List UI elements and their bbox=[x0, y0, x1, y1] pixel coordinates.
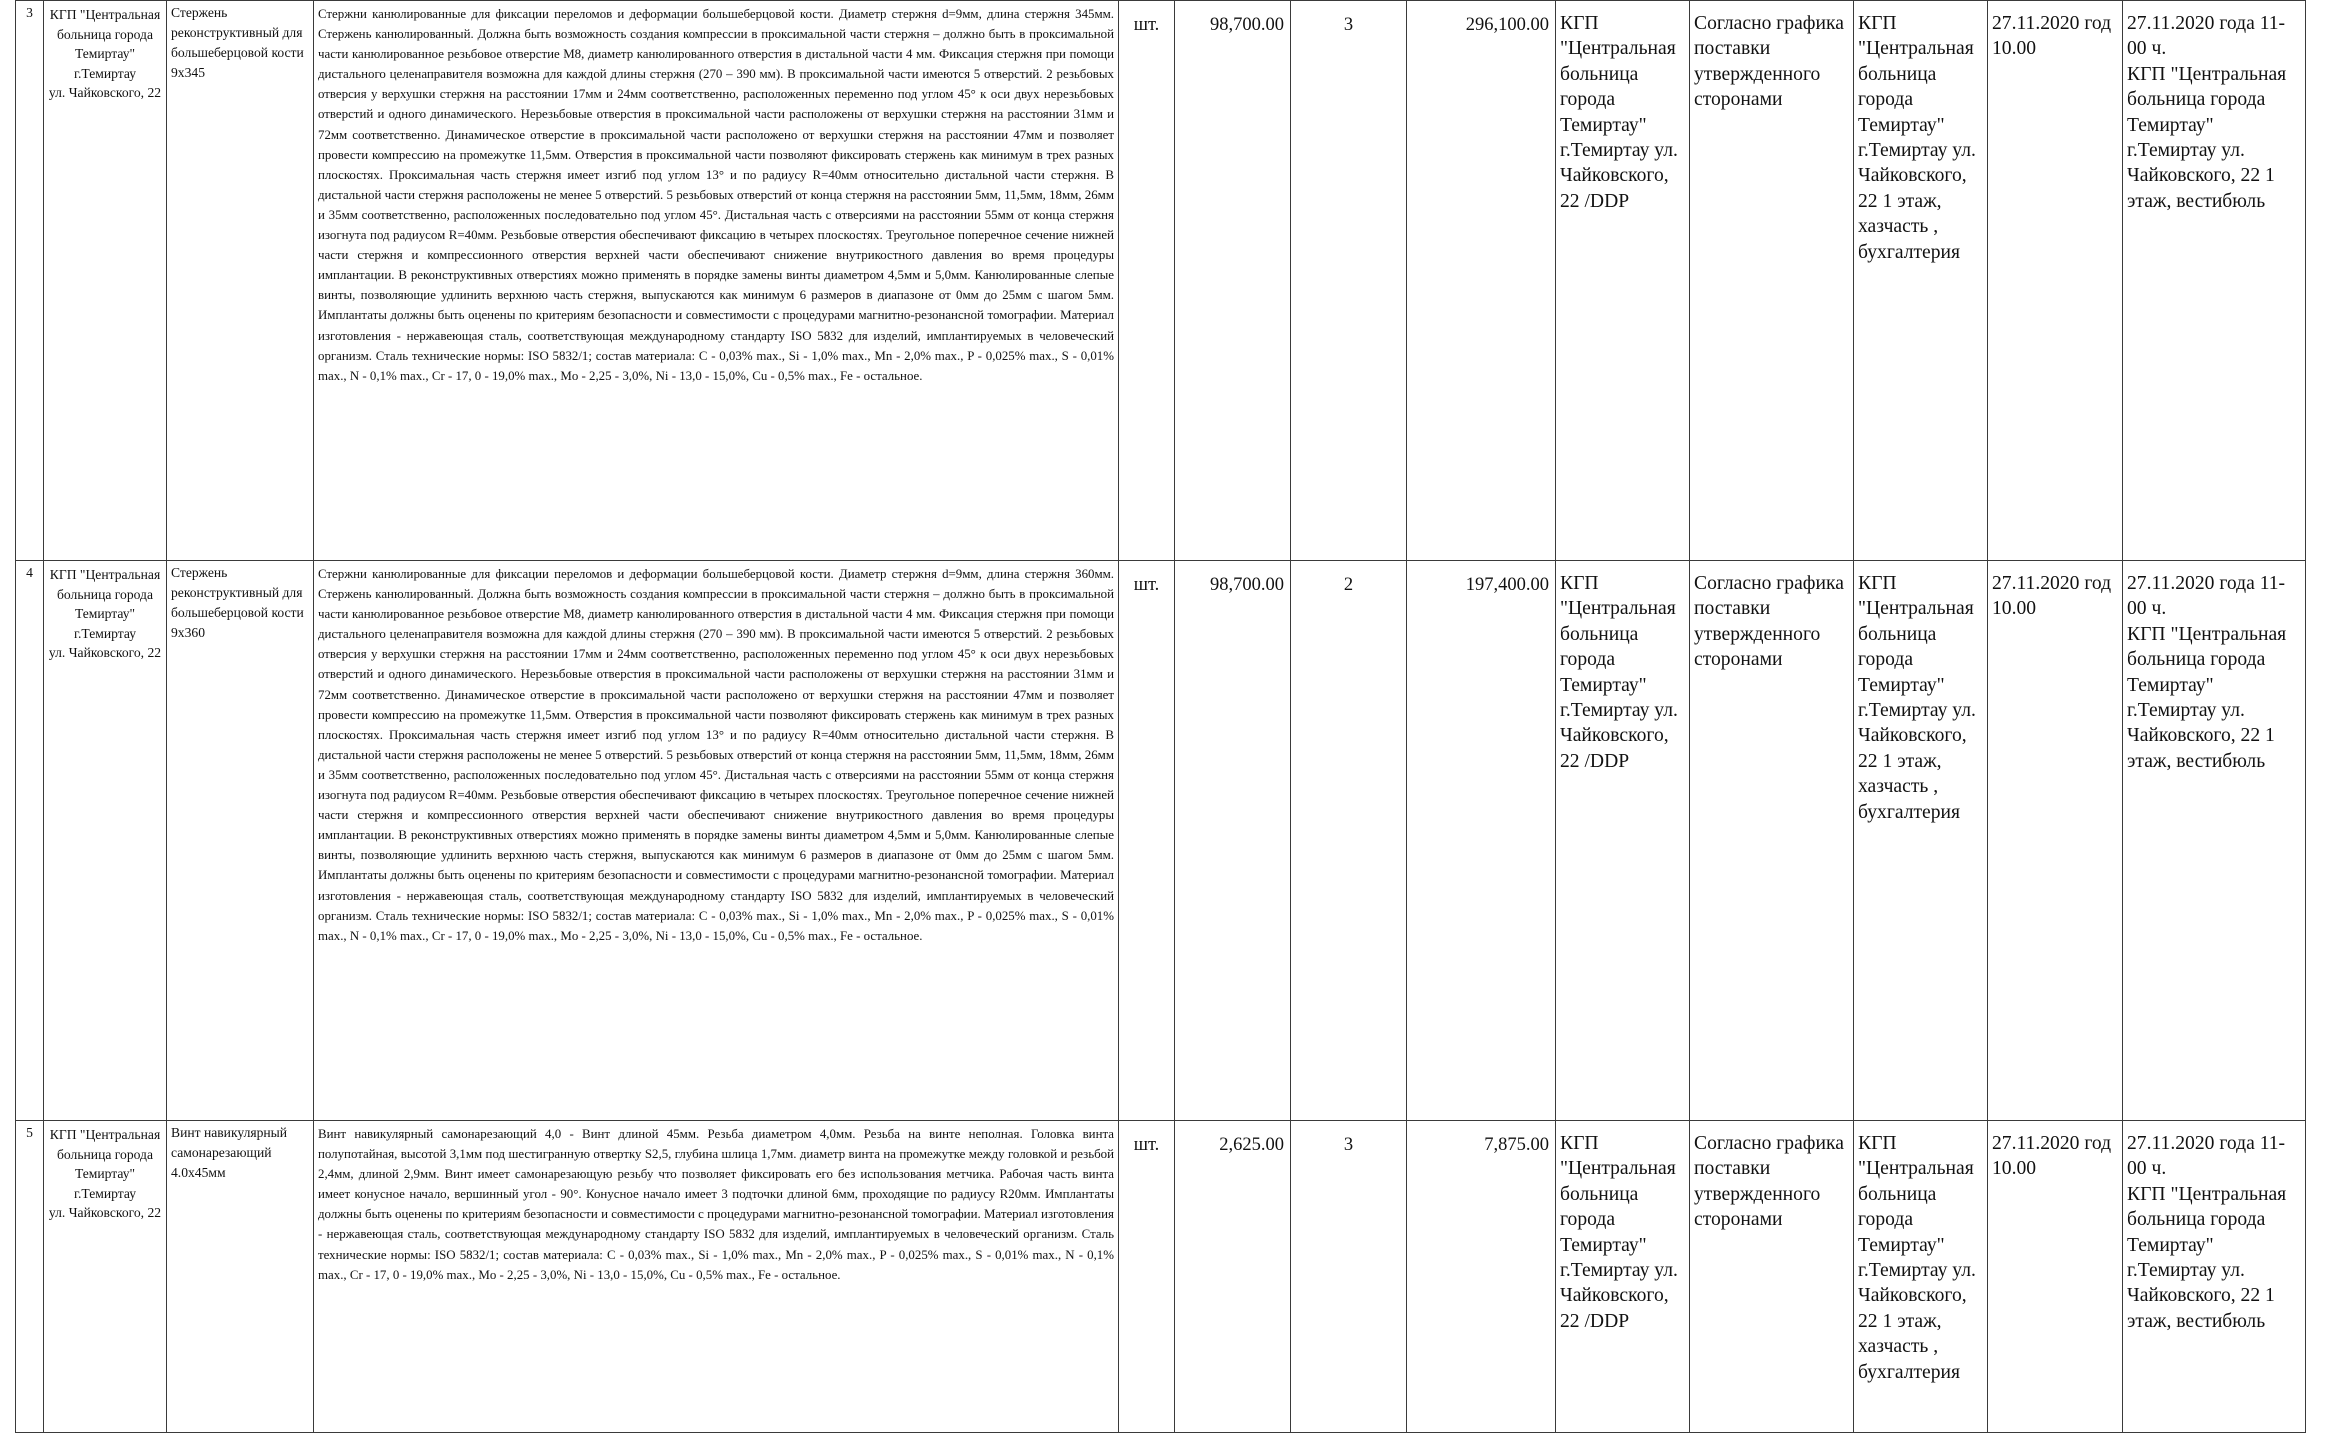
row-number: 5 bbox=[16, 1121, 44, 1433]
opening-cell: 27.11.2020 года 11-00 ч. КГП "Центральная больница города Темиртау" г.Темиртау ул. Чайковского, 22 1 этаж, вестибюль bbox=[2123, 561, 2306, 1121]
customer-cell: КГП "Центральная больница города Темиртау" г.Темиртау ул. Чайковского, 22 bbox=[44, 1, 167, 561]
table-row bbox=[16, 1, 2306, 561]
deadline-cell: 27.11.2020 год 10.00 bbox=[1988, 561, 2123, 1121]
sum-cell: 197,400.00 bbox=[1407, 561, 1556, 1121]
sum-cell: 7,875.00 bbox=[1407, 1121, 1556, 1433]
opening-cell: 27.11.2020 года 11-00 ч. КГП "Центральная больница города Темиртау" г.Темиртау ул. Чайковского, 22 1 этаж, вестибюль bbox=[2123, 1121, 2306, 1433]
description-cell: Стержни канюлированные для фиксации переломов и деформации большеберцовой кости. Диаметр стержня d=9мм, длина стержня 360мм. Стержень канюлированный. Должна быть возможность создания компрессии в проксимальной части стержня – должно быть в проксимальной части канюлированное резьбовое отверстие M8, диаметр канюлированного отверстия в дистальной части 4 мм. Фиксация стержня при помощи дистального целенаправителя возможна для каждой длины стержня (270 – 390 мм). В проксимальной части имеются 5 отверстий. 2 резьбовых отверсия у верхушки стержня на расстоянии 17мм и 24мм соответственно, расположенных переменно под углом 45° к оси двух нерезьбовых отверстий и одного динамического. Нерезьбовые отверстия в проксимальной части расположены от верхушки стержня на расстоянии 31мм и 72мм соответственно. Динамическое отверстие в проксимальной части расположено от верхушки стержня на расстоянии 47мм и позволяет провести компрессию на промежутке 11,5мм. Отверстия в проксимальной части позволяют фиксировать стержень как минимум в трех разных плоскостях. Проксимальная часть стержня имеет изгиб под углом 13° и по радиусу R=40мм относительно дистальной части стержня. В дистальной части стержня расположены не менее 5 отверстий. 5 резьбовых отверстий от конца стержня на расстоянии 5мм, 11,5мм, 18мм, 26мм и 35мм соответственно, расположенных последовательно под углом 45°. Дистальная часть с отверсиями на расстоянии 55мм от конца стержня изогнута под радиусом R=40мм. Резьбовые отверстия обеспечивают фиксацию в четырех плоскостях. Треугольное поперечное сечение нижней части стержня и компрессионного отверстия верхней части обеспечивают снижение внутрикостного давления во время процедуры имплантации. В реконструктивных отверстиях можно применять в порядке замены винты диаметром 4,5мм и 5,0мм. Канюлированные слепые винты, позволяющие удлинить верхнюю часть стержня, выпускаются как минимум 6 размеров в диапазоне от 0мм до 25мм с шагом 5мм. Имплантаты должны быть оценены по критериям безопасности и совместимости с процедурами магнитно-резонансной томографии. Материал изготовления - нержавеющая сталь, соответствующая международному стандарту ISO 5832 для изделий, имплантируемых в человеческий организм. Сталь технические нормы: ISO 5832/1; состав материала: C - 0,03% max., Si - 1,0% max., Mn - 2,0% max., P - 0,025% max., S - 0,01% max., N - 0,1% max., Cr - 17, 0 - 19,0% max., Mo - 2,25 - 3,0%, Ni - 13,0 - 15,0%, Cu - 0,5% max., Fe - остальное. bbox=[314, 561, 1119, 1121]
item-name-cell: Стержень реконструктивный для большеберцовой кости 9х345 bbox=[167, 1, 314, 561]
description-cell: Винт навикулярный самонарезающий 4,0 - Винт длиной 45мм. Резьба диаметром 4,0мм. Резьба на винте неполная. Головка винта полупотайная, высотой 3,1мм под шестигранную отвертку S2,5, глубина шлица 1,7мм. диаметр винта на промежутке между головкой и резьбой 2,4мм, длиной 2,9мм. Винт имеет самонарезающую резьбу что позволяет фиксировать его без использования метчика. Рабочая часть винта имеет конусное начало, вершинный угол - 90°. Конусное начало имеет 3 подточки длиной 6мм, проходящие по радиусу R20мм. Имплантаты должны быть оценены по критериям безопасности и совместимости с процедурами магнитно-резонансной томографии. Материал изготовления - нержавеющая сталь, соответствующая международному стандарту ISO 5832 для изделий, имплантируемых в человеческий организм. Сталь технические нормы: ISO 5832/1; состав материала: C - 0,03% max., Si - 1,0% max., Mn - 2,0% max., P - 0,025% max., S - 0,01% max., N - 0,1% max., Cr - 17, 0 - 19,0% max., Mo - 2,25 - 3,0%, Ni - 13,0 - 15,0%, Cu - 0,5% max., Fe - остальное. bbox=[314, 1121, 1119, 1433]
customer-cell: КГП "Центральная больница города Темиртау" г.Темиртау ул. Чайковского, 22 bbox=[44, 1121, 167, 1433]
sum-cell: 296,100.00 bbox=[1407, 1, 1556, 561]
unit-cell: шт. bbox=[1119, 561, 1175, 1121]
deadline-cell: 27.11.2020 год 10.00 bbox=[1988, 1, 2123, 561]
delivery-term-cell: Согласно графика поставки утвержденного сторонами bbox=[1690, 561, 1854, 1121]
delivery-place-cell: КГП "Центральная больница города Темиртау" г.Темиртау ул. Чайковского, 22 /DDP bbox=[1556, 1121, 1690, 1433]
procurement-table bbox=[15, 0, 2306, 1433]
row-number: 4 bbox=[16, 561, 44, 1121]
price-cell: 2,625.00 bbox=[1175, 1121, 1291, 1433]
documents-place-cell: КГП "Центральная больница города Темиртау" г.Темиртау ул. Чайковского, 22 1 этаж, хазчасть , бухгалтерия bbox=[1854, 1, 1988, 561]
row-number: 3 bbox=[16, 1, 44, 561]
item-name-cell: Стержень реконструктивный для большеберцовой кости 9х360 bbox=[167, 561, 314, 1121]
price-cell: 98,700.00 bbox=[1175, 1, 1291, 561]
documents-place-cell: КГП "Центральная больница города Темиртау" г.Темиртау ул. Чайковского, 22 1 этаж, хазчасть , бухгалтерия bbox=[1854, 561, 1988, 1121]
quantity-cell: 3 bbox=[1291, 1, 1407, 561]
deadline-cell: 27.11.2020 год 10.00 bbox=[1988, 1121, 2123, 1433]
unit-cell: шт. bbox=[1119, 1, 1175, 561]
price-cell: 98,700.00 bbox=[1175, 561, 1291, 1121]
delivery-place-cell: КГП "Центральная больница города Темиртау" г.Темиртау ул. Чайковского, 22 /DDP bbox=[1556, 1, 1690, 561]
customer-cell: КГП "Центральная больница города Темиртау" г.Темиртау ул. Чайковского, 22 bbox=[44, 561, 167, 1121]
quantity-cell: 3 bbox=[1291, 1121, 1407, 1433]
table-row bbox=[16, 561, 2306, 1121]
delivery-term-cell: Согласно графика поставки утвержденного сторонами bbox=[1690, 1, 1854, 561]
quantity-cell: 2 bbox=[1291, 561, 1407, 1121]
description-cell: Стержни канюлированные для фиксации переломов и деформации большеберцовой кости. Диаметр стержня d=9мм, длина стержня 345мм. Стержень канюлированный. Должна быть возможность создания компрессии в проксимальной части стержня – должно быть в проксимальной части канюлированное резьбовое отверстие M8, диаметр канюлированного отверстия в дистальной части 4 мм. Фиксация стержня при помощи дистального целенаправителя возможна для каждой длины стержня (270 – 390 мм). В проксимальной части имеются 5 отверстий. 2 резьбовых отверсия у верхушки стержня на расстоянии 17мм и 24мм соответственно, расположенных переменно под углом 45° к оси двух нерезьбовых отверстий и одного динамического. Нерезьбовые отверстия в проксимальной части расположены от верхушки стержня на расстоянии 31мм и 72мм соответственно. Динамическое отверстие в проксимальной части расположено от верхушки стержня на расстоянии 47мм и позволяет провести компрессию на промежутке 11,5мм. Отверстия в проксимальной части позволяют фиксировать стержень как минимум в трех разных плоскостях. Проксимальная часть стержня имеет изгиб под углом 13° и по радиусу R=40мм относительно дистальной части стержня. В дистальной части стержня расположены не менее 5 отверстий. 5 резьбовых отверстий от конца стержня на расстоянии 5мм, 11,5мм, 18мм, 26мм и 35мм соответственно, расположенных последовательно под углом 45°. Дистальная часть с отверсиями на расстоянии 55мм от конца стержня изогнута под радиусом R=40мм. Резьбовые отверстия обеспечивают фиксацию в четырех плоскостях. Треугольное поперечное сечение нижней части стержня и компрессионного отверстия верхней части обеспечивают снижение внутрикостного давления во время процедуры имплантации. В реконструктивных отверстиях можно применять в порядке замены винты диаметром 4,5мм и 5,0мм. Канюлированные слепые винты, позволяющие удлинить верхнюю часть стержня, выпускаются как минимум 6 размеров в диапазоне от 0мм до 25мм с шагом 5мм. Имплантаты должны быть оценены по критериям безопасности и совместимости с процедурами магнитно-резонансной томографии. Материал изготовления - нержавеющая сталь, соответствующая международному стандарту ISO 5832 для изделий, имплантируемых в человеческий организм. Сталь технические нормы: ISO 5832/1; состав материала: C - 0,03% max., Si - 1,0% max., Mn - 2,0% max., P - 0,025% max., S - 0,01% max., N - 0,1% max., Cr - 17, 0 - 19,0% max., Mo - 2,25 - 3,0%, Ni - 13,0 - 15,0%, Cu - 0,5% max., Fe - остальное. bbox=[314, 1, 1119, 561]
opening-cell: 27.11.2020 года 11-00 ч. КГП "Центральная больница города Темиртау" г.Темиртау ул. Чайковского, 22 1 этаж, вестибюль bbox=[2123, 1, 2306, 561]
delivery-place-cell: КГП "Центральная больница города Темиртау" г.Темиртау ул. Чайковского, 22 /DDP bbox=[1556, 561, 1690, 1121]
documents-place-cell: КГП "Центральная больница города Темиртау" г.Темиртау ул. Чайковского, 22 1 этаж, хазчасть , бухгалтерия bbox=[1854, 1121, 1988, 1433]
unit-cell: шт. bbox=[1119, 1121, 1175, 1433]
table-row bbox=[16, 1121, 2306, 1433]
item-name-cell: Винт навикулярный самонарезающий 4.0х45мм bbox=[167, 1121, 314, 1433]
delivery-term-cell: Согласно графика поставки утвержденного сторонами bbox=[1690, 1121, 1854, 1433]
